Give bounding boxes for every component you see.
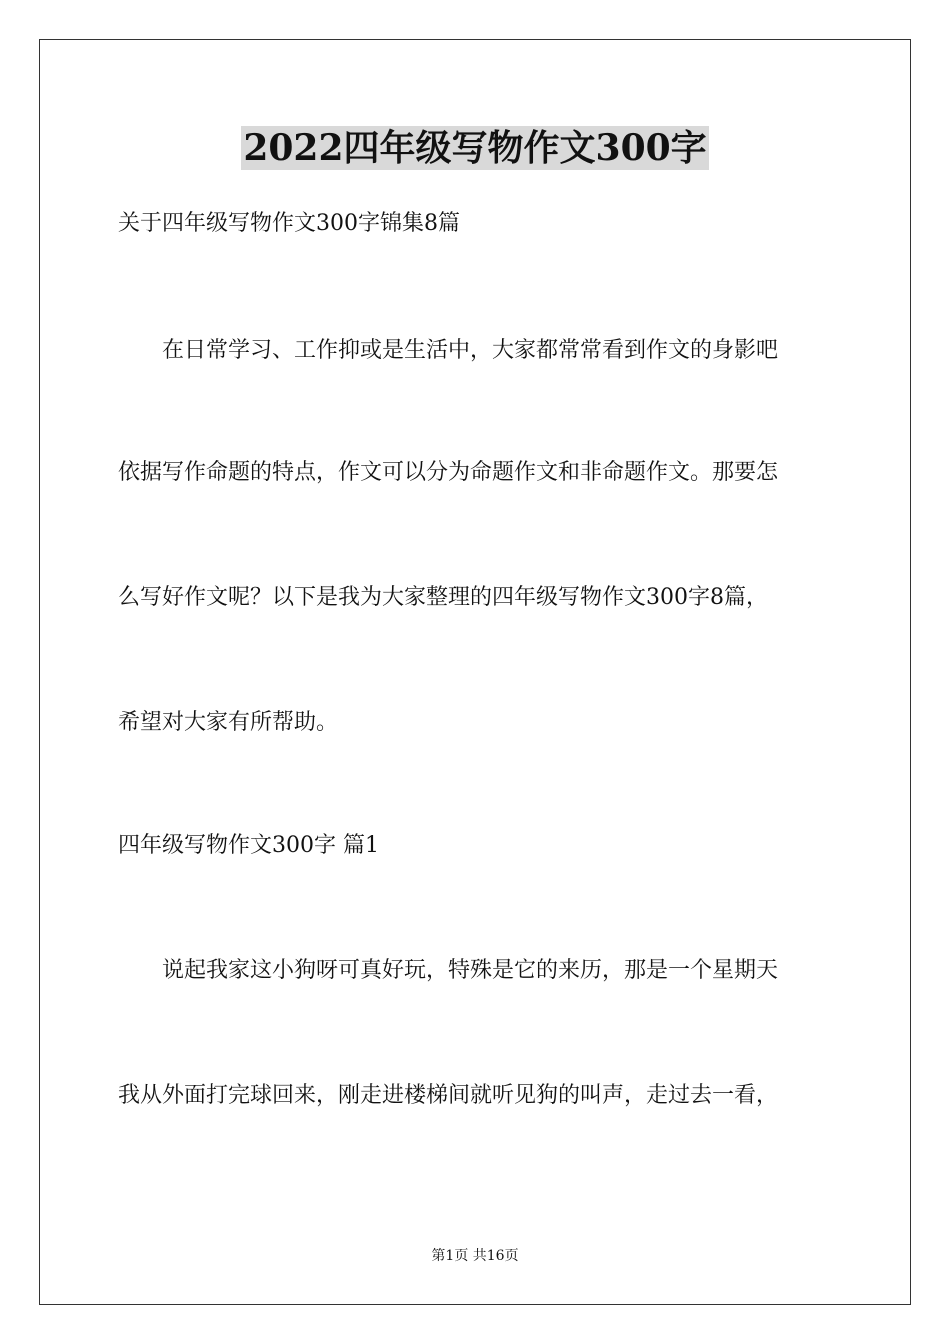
paragraph-line: 我从外面打完球回来，刚走进楼梯间就听见狗的叫声，走过去一看， [118,1083,779,1108]
section-heading: 四年级写物作文300字 篇1 [118,833,379,858]
paragraph-line: 在日常学习、工作抑或是生活中，大家都常常看到作文的身影吧 [118,338,779,363]
paragraph-line: 说起我家这小狗呀可真好玩，特殊是它的来历，那是一个星期天 [118,958,779,983]
document-title: 2022四年级写物作文300字 [243,127,707,169]
paragraph-line: 么写好作文呢？以下是我为大家整理的四年级写物作文300字8篇， [118,585,768,610]
paragraph-line: 希望对大家有所帮助。 [118,710,339,735]
page-footer: 第1页 共16页 [431,1248,519,1264]
paragraph-line: 依据写作命题的特点，作文可以分为命题作文和非命题作文。那要怎 [118,460,779,485]
subtitle-line: 关于四年级写物作文300字锦集8篇 [118,211,460,236]
document-title-block [0,126,950,177]
